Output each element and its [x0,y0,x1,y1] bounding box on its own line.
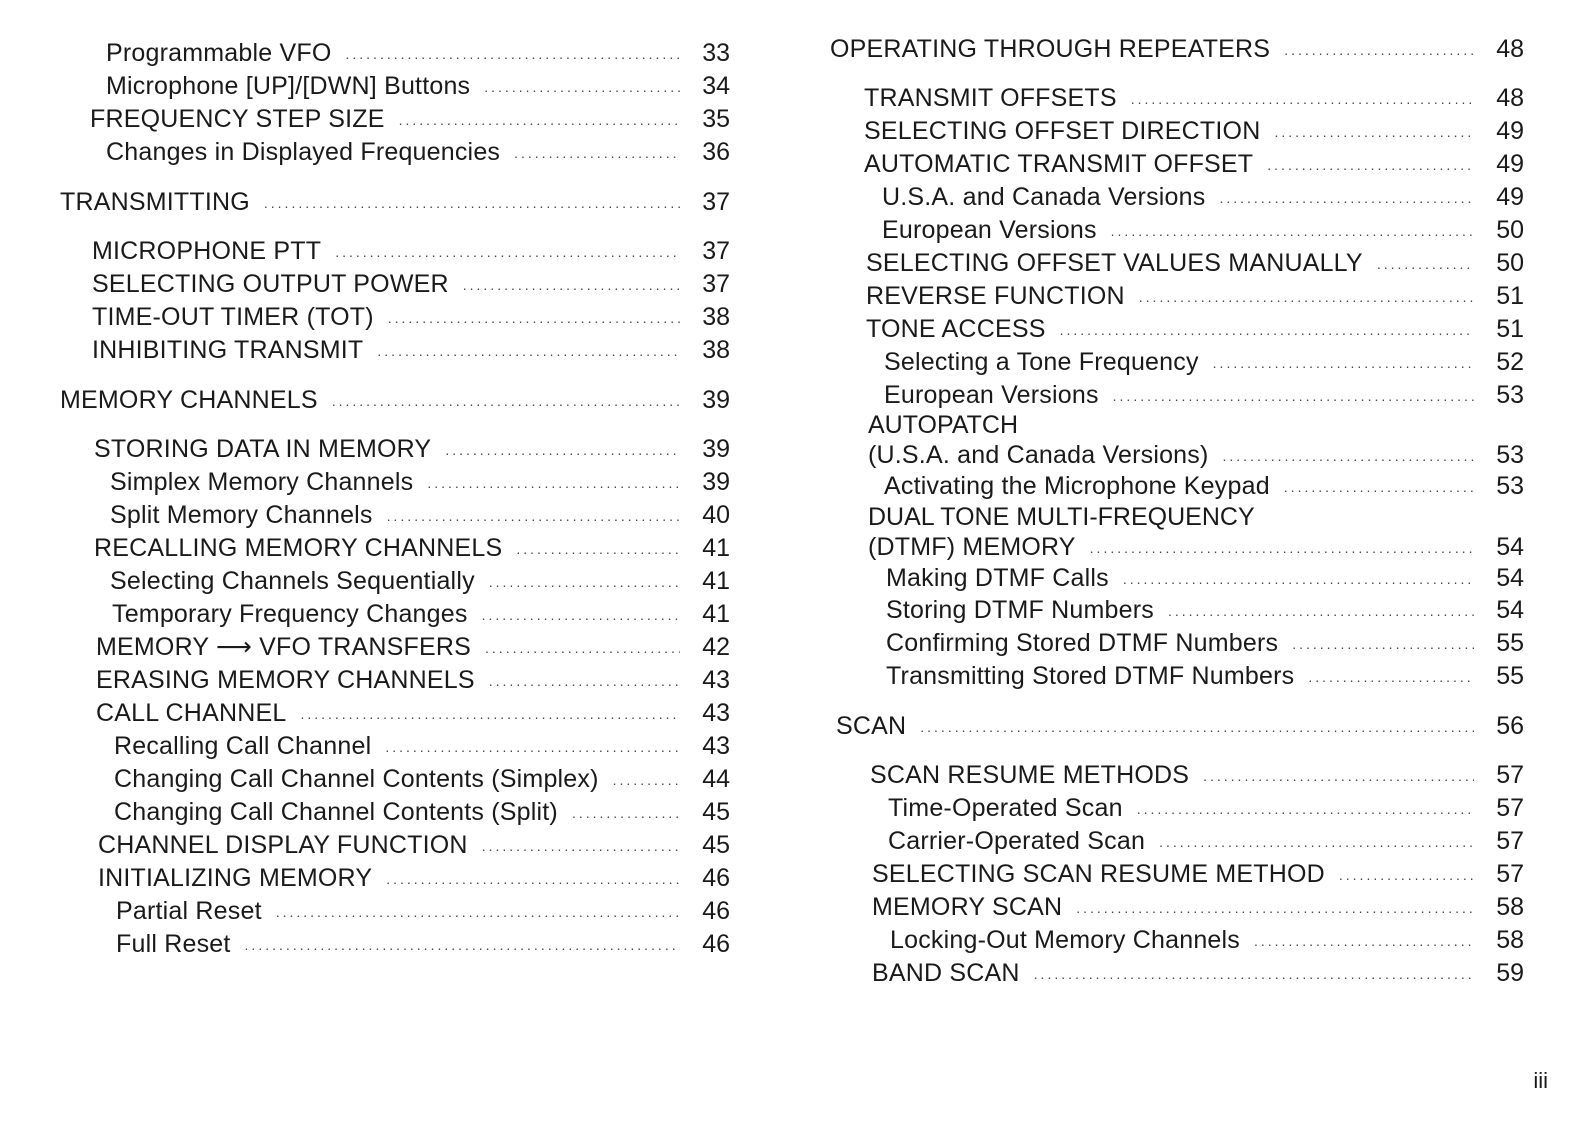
toc-entry-page: 55 [1496,662,1524,690]
leader-dots [463,270,680,300]
leader-dots [514,138,680,168]
leader-dots [484,72,680,102]
toc-entry-page: 54 [1496,596,1524,624]
toc-entry-page: 46 [702,864,730,892]
toc-entry[interactable] [872,859,1524,892]
leader-dots [264,188,680,218]
leader-dots [1137,794,1474,824]
toc-entry-label-first-line: AUTOPATCH [868,411,1019,439]
leader-dots [300,699,680,729]
toc-entry-page: 57 [1496,860,1524,888]
toc-entry-page: 37 [702,188,730,216]
toc-entry-label: Activating the Microphone Keypad [884,472,1270,500]
toc-entry-label: TONE ACCESS [866,315,1046,343]
leader-dots [1034,959,1474,989]
toc-entry-label: BAND SCAN [872,959,1020,987]
toc-entry-page: 33 [702,39,730,67]
toc-entry-label: CALL CHANNEL [96,699,287,727]
toc-entry-label: SCAN [836,712,907,740]
toc-entry[interactable] [94,533,730,566]
leader-dots [1267,150,1474,180]
toc-entry[interactable] [110,500,730,533]
leader-dots [482,831,680,861]
toc-entry-label: Confirming Stored DTMF Numbers [886,629,1279,657]
toc-entry-label: CHANNEL DISPLAY FUNCTION [98,831,468,859]
leader-dots [445,435,680,465]
toc-entry-page: 41 [702,534,730,562]
toc-entry-label: MEMORY CHANNELS [60,386,318,414]
leader-dots [1292,629,1474,659]
toc-entry[interactable] [92,335,730,368]
toc-entry[interactable] [112,599,730,632]
toc-entry[interactable] [886,595,1524,628]
toc-entry-label: Locking-Out Memory Channels [890,926,1240,954]
toc-entry-label: Partial Reset [116,897,262,925]
toc-entry-label: ERASING MEMORY CHANNELS [96,666,475,694]
toc-entry-label: REVERSE FUNCTION [866,282,1125,310]
leader-dots [332,386,680,416]
toc-entry[interactable] [114,731,730,764]
toc-entry[interactable] [90,104,730,137]
toc-entry[interactable] [106,71,730,104]
toc-entry-label: INITIALIZING MEMORY [98,864,373,892]
toc-entry[interactable] [92,302,730,335]
toc-entry-label: Storing DTMF Numbers [886,596,1154,624]
toc-entry[interactable] [94,434,730,467]
toc-entry-page: 37 [702,270,730,298]
leader-dots [1203,761,1474,791]
toc-entry[interactable] [864,149,1524,182]
leader-dots [346,39,681,69]
toc-entry-label: Carrier-Operated Scan [888,827,1146,855]
toc-entry-page: 45 [702,831,730,859]
toc-entry-page: 58 [1496,926,1524,954]
toc-entry-page: 50 [1496,216,1524,244]
toc-entry-label: U.S.A. and Canada Versions [882,183,1206,211]
toc-entry[interactable] [110,467,730,500]
leader-dots [386,864,680,894]
toc-entry-label: Simplex Memory Channels [110,468,414,496]
leader-dots [335,237,680,267]
toc-entry[interactable] [890,925,1524,958]
toc-entry-page: 57 [1496,827,1524,855]
toc-entry[interactable] [864,116,1524,149]
toc-entry[interactable] [98,863,730,896]
toc-entry-page: 46 [702,930,730,958]
leader-dots [489,567,680,597]
toc-entry-page: 39 [702,468,730,496]
toc-entry[interactable] [886,563,1524,596]
leader-dots [485,633,680,663]
toc-entry[interactable] [110,566,730,599]
toc-entry-page: 45 [702,798,730,826]
leader-dots [1139,282,1474,312]
toc-entry-page: 35 [702,105,730,133]
toc-entry-label: Selecting Channels Sequentially [110,567,475,595]
leader-dots [399,105,680,135]
toc-entry[interactable] [96,632,730,665]
toc-entry[interactable] [884,471,1524,504]
leader-dots [1219,183,1474,213]
leader-dots [377,336,680,366]
toc-entry-page: 54 [1496,564,1524,592]
leader-dots [1274,117,1474,147]
toc-entry-label: (DTMF) MEMORY [868,533,1076,561]
toc-entry[interactable] [116,929,730,962]
toc-entry-label: MEMORY SCAN [872,893,1063,921]
toc-entry-label: TRANSMITTING [60,188,250,216]
leader-dots [1111,216,1474,246]
toc-entry[interactable] [92,269,730,302]
toc-entry[interactable] [884,380,1524,413]
toc-entry-label: (U.S.A. and Canada Versions) [868,441,1209,469]
leader-dots [1159,827,1474,857]
toc-entry[interactable] [872,958,1524,991]
toc-entry[interactable] [114,764,730,797]
toc-entry-page: 43 [702,732,730,760]
leader-dots [1254,926,1474,956]
toc-entry-label: Making DTMF Calls [886,564,1109,592]
leader-dots [1213,348,1474,378]
toc-entry-page: 44 [702,765,730,793]
toc-entry-page: 57 [1496,794,1524,822]
toc-entry-label: AUTOMATIC TRANSMIT OFFSET [864,150,1254,178]
toc-entry[interactable] [866,314,1524,347]
toc-entry-label: SCAN RESUME METHODS [870,761,1190,789]
toc-entry-page: 53 [1496,472,1524,500]
toc-entry-page: 38 [702,303,730,331]
toc-entry[interactable] [864,83,1524,116]
toc-entry-label: FREQUENCY STEP SIZE [90,105,385,133]
toc-entry-page: 53 [1496,441,1524,469]
toc-entry[interactable] [884,347,1524,380]
toc-entry-label: MEMORY ⟶ VFO TRANSFERS [96,633,472,661]
leader-dots [245,930,680,960]
leader-dots [1123,564,1474,594]
toc-entry-page: 51 [1496,282,1524,310]
toc-entry-page: 36 [702,138,730,166]
leader-dots [1090,533,1474,563]
toc-entry-page: 48 [1496,35,1524,63]
toc-entry[interactable] [872,892,1524,925]
toc-entry-page: 57 [1496,761,1524,789]
toc-entry[interactable] [836,711,1524,744]
leader-dots [489,666,680,696]
toc-entry-label: STORING DATA IN MEMORY [94,435,432,463]
toc-entry[interactable] [888,826,1524,859]
leader-dots [427,468,680,498]
toc-entry[interactable] [868,503,1524,565]
toc-entry-label: Temporary Frequency Changes [112,600,468,628]
toc-entry-label: Programmable VFO [106,39,332,67]
toc-entry[interactable] [830,34,1524,67]
toc-entry[interactable] [886,628,1524,661]
toc-entry-label: TIME-OUT TIMER (TOT) [92,303,374,331]
toc-entry-page: 53 [1496,381,1524,409]
toc-entry-page: 49 [1496,117,1524,145]
leader-dots [1131,84,1474,114]
toc-entry-page: 55 [1496,629,1524,657]
toc-entry[interactable] [866,281,1524,314]
leader-dots [482,600,680,630]
toc-entry-page: 49 [1496,183,1524,211]
leader-dots [1060,315,1474,345]
toc-entry-page: 51 [1496,315,1524,343]
toc-entry-label: European Versions [882,216,1097,244]
toc-entry-label-first-line: DUAL TONE MULTI-FREQUENCY [868,503,1255,531]
toc-entry-page: 52 [1496,348,1524,376]
toc-entry-label: Selecting a Tone Frequency [884,348,1199,376]
toc-entry[interactable] [888,793,1524,826]
toc-entry-label: Split Memory Channels [110,501,373,529]
leader-dots [1339,860,1474,890]
toc-entry-page: 34 [702,72,730,100]
toc-entry-label: MICROPHONE PTT [92,237,322,265]
toc-entry-label: INHIBITING TRANSMIT [92,336,364,364]
toc-entry-page: 43 [702,666,730,694]
toc-entry-label: OPERATING THROUGH REPEATERS [830,35,1271,63]
toc-entry-page: 56 [1496,712,1524,740]
toc-entry-page: 39 [702,386,730,414]
leader-dots [1168,596,1474,626]
toc-entry[interactable] [106,137,730,170]
toc-entry-label: Time-Operated Scan [888,794,1123,822]
toc-entry[interactable] [882,182,1524,215]
toc-entry-page: 39 [702,435,730,463]
leader-dots [385,732,680,762]
toc-entry[interactable] [106,38,730,71]
leader-dots [387,501,680,531]
leader-dots [1284,472,1474,502]
toc-entry-label: SELECTING OFFSET DIRECTION [864,117,1261,145]
toc-entry-label: SELECTING SCAN RESUME METHOD [872,860,1325,888]
toc-entry-label: RECALLING MEMORY CHANNELS [94,534,503,562]
toc-entry[interactable] [866,248,1524,281]
toc-entry[interactable] [868,411,1524,473]
toc-entry[interactable] [60,187,730,220]
toc-entry-page: 43 [702,699,730,727]
toc-entry-label: Changes in Displayed Frequencies [106,138,501,166]
toc-entry-label: Changing Call Channel Contents (Simplex) [114,765,599,793]
leader-dots [572,798,680,828]
toc-entry[interactable] [60,385,730,418]
toc-entry-page: 40 [702,501,730,529]
toc-entry[interactable] [98,830,730,863]
toc-entry-label: TRANSMIT OFFSETS [864,84,1117,112]
toc-entry-label: SELECTING OUTPUT POWER [92,270,449,298]
toc-entry[interactable] [96,698,730,731]
leader-dots [1308,662,1474,692]
toc-entry-label: European Versions [884,381,1099,409]
toc-entry-page: 42 [702,633,730,661]
toc-entry-page: 37 [702,237,730,265]
toc-entry-page: 48 [1496,84,1524,112]
leader-dots [276,897,680,927]
toc-entry-page: 58 [1496,893,1524,921]
toc-entry-page: 41 [702,567,730,595]
toc-entry-label: Transmitting Stored DTMF Numbers [886,662,1295,690]
toc-entry-label: SELECTING OFFSET VALUES MANUALLY [866,249,1363,277]
toc-entry-page: 41 [702,600,730,628]
toc-entry[interactable] [870,760,1524,793]
toc-entry-page: 46 [702,897,730,925]
toc-entry-label: Full Reset [116,930,231,958]
leader-dots [1284,35,1474,65]
toc-entry-page: 59 [1496,959,1524,987]
leader-dots [1377,249,1474,279]
toc-entry-page: 50 [1496,249,1524,277]
toc-entry[interactable] [116,896,730,929]
toc-entry-page: 38 [702,336,730,364]
toc-entry[interactable] [114,797,730,830]
toc-entry[interactable] [882,215,1524,248]
toc-entry-page: 54 [1496,533,1524,561]
leader-dots [516,534,680,564]
leader-dots [1113,381,1474,411]
leader-dots [1076,893,1474,923]
toc-entry[interactable] [886,661,1524,694]
page-number: iii [1533,1068,1548,1093]
toc-entry-page: 49 [1496,150,1524,178]
toc-entry-label: Recalling Call Channel [114,732,372,760]
toc-entry-label: Changing Call Channel Contents (Split) [114,798,558,826]
toc-entry[interactable] [92,236,730,269]
leader-dots [920,712,1474,742]
leader-dots [388,303,680,333]
leader-dots [1223,441,1475,471]
toc-entry-label: Microphone [UP]/[DWN] Buttons [106,72,471,100]
toc-entry[interactable] [96,665,730,698]
leader-dots [613,765,680,795]
